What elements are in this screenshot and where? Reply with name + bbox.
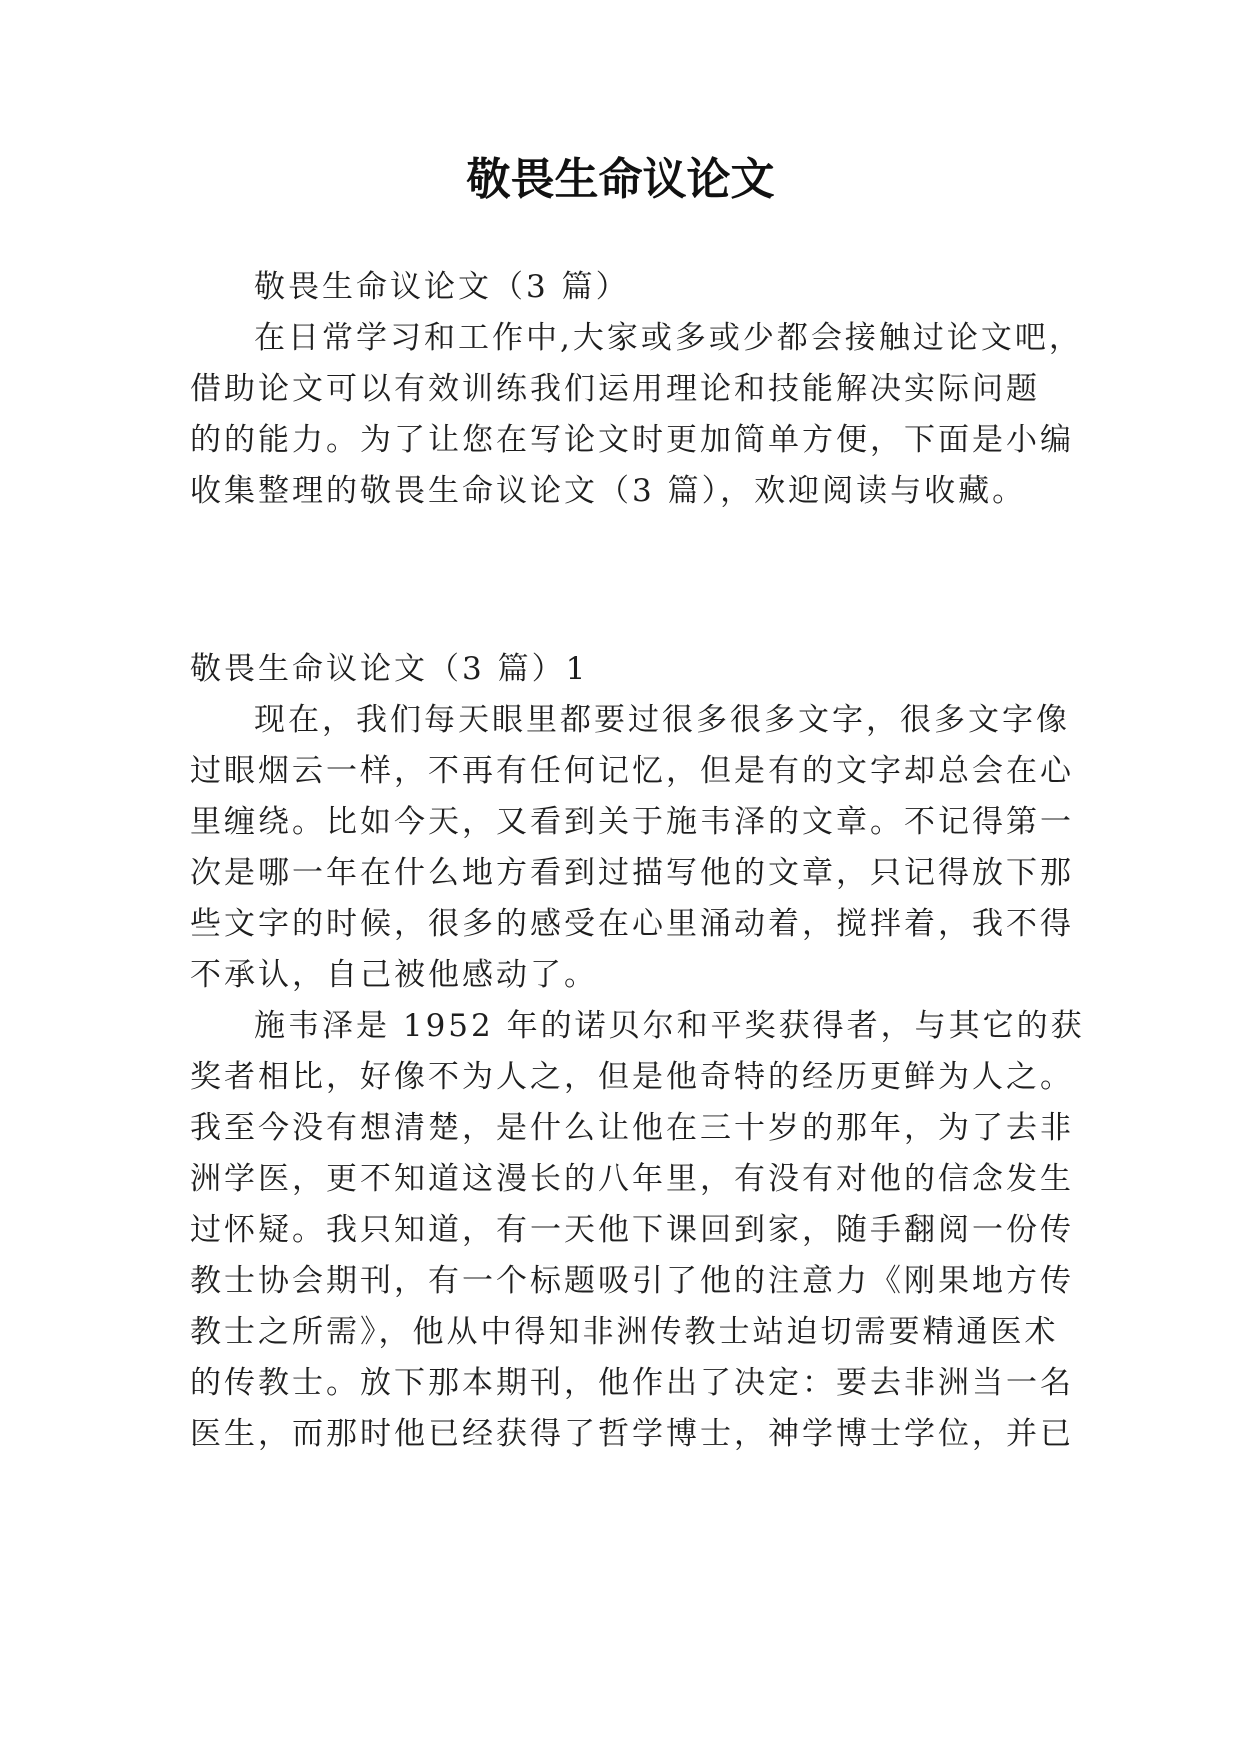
section-paragraph-line: 医生，而那时他已经获得了哲学博士，神学博士学位，并已	[190, 1416, 1074, 1452]
intro-paragraph-line: 在日常学习和工作中,大家或多或少都会接触过论文吧，	[254, 320, 1083, 356]
section-paragraph-line: 里缠绕。比如今天，又看到关于施韦泽的文章。不记得第一	[190, 804, 1074, 840]
section-paragraph-line: 教士协会期刊，有一个标题吸引了他的注意力《刚果地方传	[190, 1263, 1074, 1299]
section-paragraph-line: 的传教士。放下那本期刊，他作出了决定：要去非洲当一名	[190, 1365, 1074, 1401]
section-1-block	[190, 644, 1085, 1460]
section-paragraph-line: 施韦泽是 1952 年的诺贝尔和平奖获得者，与其它的获	[254, 1008, 1085, 1044]
intro-block	[190, 262, 1083, 517]
section-paragraph-line: 现在，我们每天眼里都要过很多很多文字，很多文字像	[254, 702, 1070, 738]
section-paragraph-line: 次是哪一年在什么地方看到过描写他的文章，只记得放下那	[190, 855, 1074, 891]
section-paragraph-line: 奖者相比，好像不为人之，但是他奇特的经历更鲜为人之。	[190, 1059, 1074, 1095]
section-paragraph-line: 教士之所需》，他从中得知非洲传教士站迫切需要精通医术	[190, 1314, 1059, 1350]
section-paragraph-line: 过眼烟云一样，不再有任何记忆，但是有的文字却总会在心	[190, 753, 1074, 789]
section-paragraph-line: 不承认，自己被他感动了。	[190, 957, 598, 993]
section-paragraph-line: 我至今没有想清楚，是什么让他在三十岁的那年，为了去非	[190, 1110, 1074, 1146]
intro-paragraph-line: 的的能力。为了让您在写论文时更加简单方便，下面是小编	[190, 422, 1074, 458]
intro-paragraph-line: 收集整理的敬畏生命议论文（3 篇），欢迎阅读与收藏。	[190, 473, 1027, 509]
intro-subtitle: 敬畏生命议论文（3 篇）	[254, 269, 630, 305]
document-title: 敬畏生命议论文	[466, 154, 775, 205]
section-paragraph-line: 过怀疑。我只知道，有一天他下课回到家，随手翻阅一份传	[190, 1212, 1074, 1248]
section-heading: 敬畏生命议论文（3 篇）1	[190, 651, 589, 687]
section-paragraph-line: 洲学医，更不知道这漫长的八年里，有没有对他的信念发生	[190, 1161, 1074, 1197]
section-paragraph-line: 些文字的时候，很多的感受在心里涌动着，搅拌着，我不得	[190, 906, 1074, 942]
intro-paragraph-line: 借助论文可以有效训练我们运用理论和技能解决实际问题	[190, 371, 1040, 407]
